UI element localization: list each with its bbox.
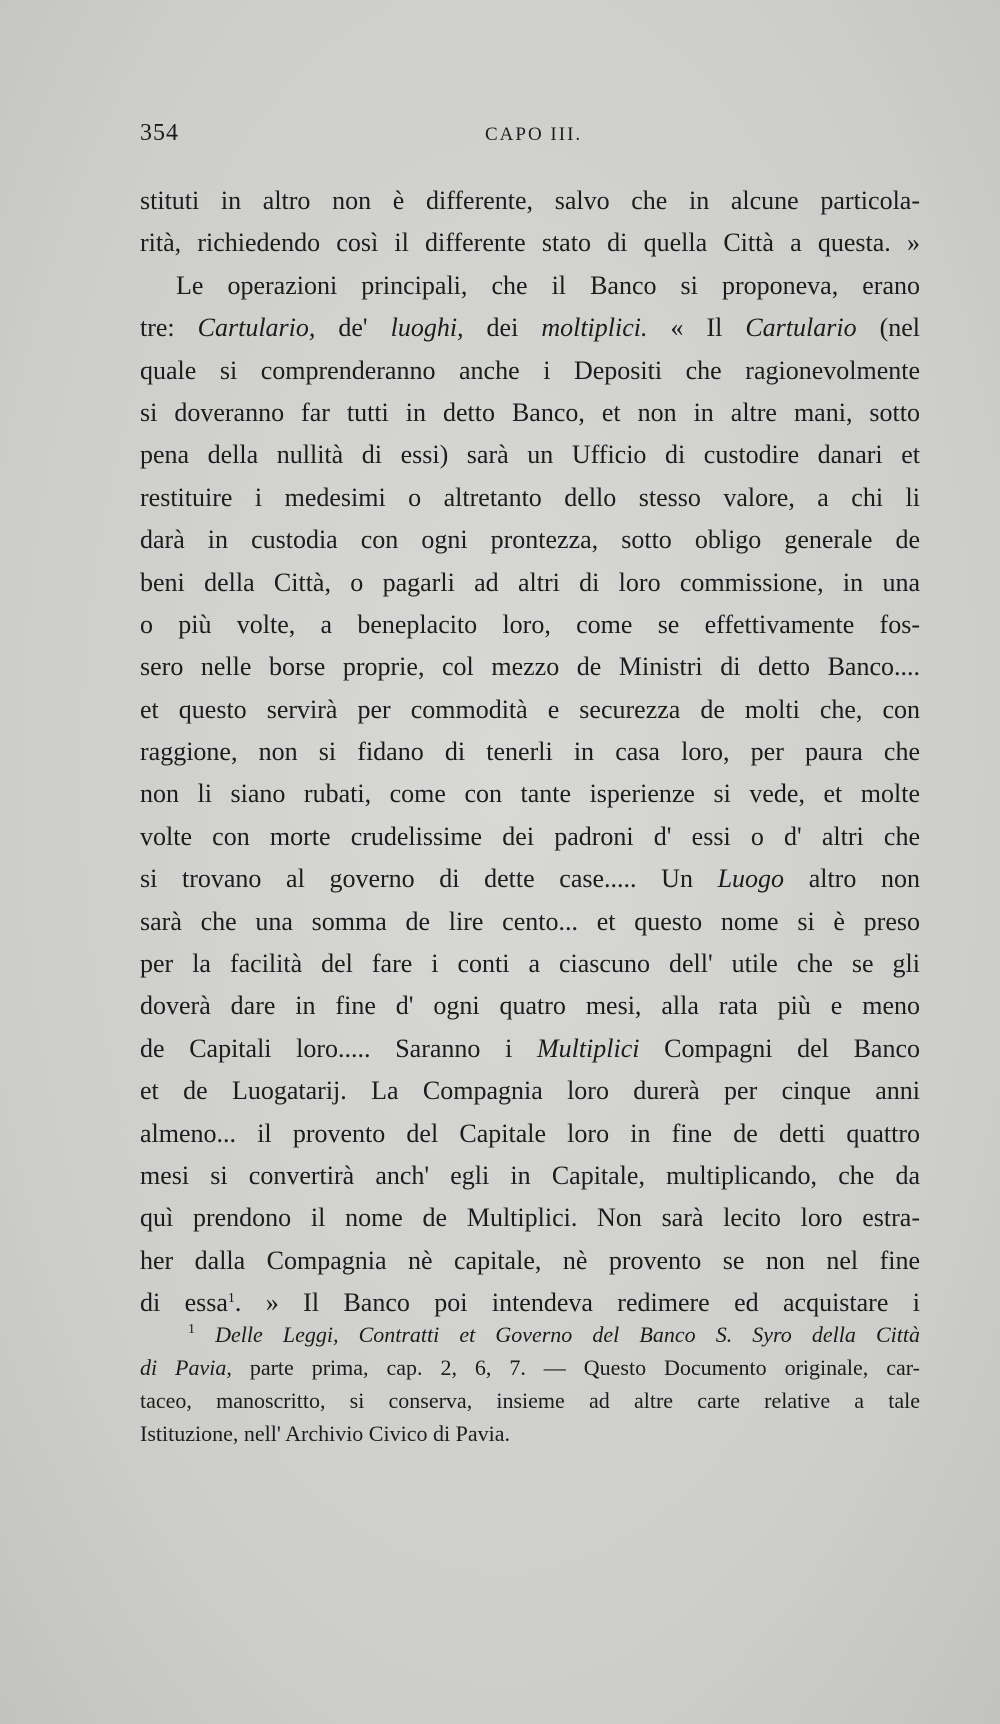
text-run: parte prima, cap. 2, 6, 7. — Questo Documento originale, car- <box>231 1355 920 1380</box>
text-run: non li siano rubati, come con tante isperienze si vede, et molte <box>140 779 920 809</box>
text-run: almeno... il provento del Capitale loro in fine de detti quattro <box>140 1118 920 1148</box>
page-number: 354 <box>140 120 179 146</box>
text-run: et questo servirà per commodità e securezza de molti che, con <box>140 694 920 724</box>
text-line <box>140 392 920 434</box>
text-line <box>140 180 920 222</box>
text-line <box>140 562 920 604</box>
text-line <box>140 1155 920 1197</box>
footnote-line <box>140 1351 920 1384</box>
text-line <box>140 307 920 349</box>
text-run: quì prendono il nome de Multiplici. Non sarà lecito loro estra- <box>140 1203 920 1233</box>
footnotes <box>140 1318 920 1450</box>
text-run: quale si comprenderanno anche i Depositi che ragionevolmente <box>140 355 920 385</box>
text-run: volte con morte crudelissime dei padroni d' essi o d' altri che <box>140 821 920 851</box>
page-header <box>140 120 920 160</box>
text-line <box>140 604 920 646</box>
text-run: altro non <box>784 864 920 894</box>
text-line <box>140 350 920 392</box>
text-line <box>140 858 920 900</box>
text-run: sero nelle borse proprie, col mezzo de Ministri di detto Banco.... <box>140 652 920 682</box>
text-run: Istituzione, nell' Archivio Civico di Pavia. <box>140 1421 510 1446</box>
italic-text: Cartulario <box>745 313 857 343</box>
running-head: CAPO III. <box>485 124 583 145</box>
text-line <box>140 1113 920 1155</box>
text-line <box>140 434 920 476</box>
text-run: per la facilità del fare i conti a ciascuno dell' utile che se gli <box>140 949 920 979</box>
footnote-line <box>140 1417 920 1450</box>
text-run: rità, richiedendo così il differente stato di quella Città a questa. » <box>140 228 920 258</box>
text-run: si doveranno far tutti in detto Banco, et non in altre mani, sotto <box>140 397 920 427</box>
text-run: beni della Città, o pagarli ad altri di loro commissione, in una <box>140 567 920 597</box>
text-run: « Il <box>647 313 746 343</box>
text-line <box>140 222 920 264</box>
footnote-marker: 1 <box>188 1322 195 1337</box>
text-line <box>140 477 920 519</box>
text-run: di essa <box>140 1288 228 1318</box>
text-line <box>140 1197 920 1239</box>
text-run: her dalla Compagnia nè capitale, nè provento se non nel fine <box>140 1245 920 1275</box>
text-line <box>140 943 920 985</box>
text-run <box>195 1322 215 1347</box>
text-line <box>140 265 920 307</box>
text-run: mesi si convertirà anch' egli in Capitale, multiplicando, che da <box>140 1160 920 1190</box>
italic-text: Cartulario, <box>197 313 316 343</box>
text-run: restituire i medesimi o altretanto dello stesso valore, a chi li <box>140 482 920 512</box>
text-line <box>140 1028 920 1070</box>
footnote-marker: 1 <box>227 1291 235 1307</box>
text-run: si trovano al governo di dette case..... Un <box>140 864 718 894</box>
italic-text: moltiplici. <box>541 313 648 343</box>
text-line <box>140 646 920 688</box>
text-run: o più volte, a beneplacito loro, come se effettivamente fos- <box>140 609 920 639</box>
italic-text: di Pavia, <box>140 1355 232 1380</box>
text-run: Le operazioni principali, che il Banco si proponeva, erano <box>176 270 920 300</box>
text-run: Compagni del Banco <box>639 1033 920 1063</box>
text-run: . » Il Banco poi intendeva redimere ed acquistare i <box>234 1288 920 1318</box>
text-run: pena della nullità di essi) sarà un Ufficio di custodire danari et <box>140 440 920 470</box>
footnote-line <box>140 1318 920 1351</box>
text-line <box>140 1070 920 1112</box>
text-run: sarà che una somma de lire cento... et questo nome si è preso <box>140 906 920 936</box>
text-run: de Capitali loro..... Saranno i <box>140 1033 537 1063</box>
text-line <box>140 901 920 943</box>
text-line <box>140 773 920 815</box>
italic-text: Luogo <box>717 864 785 894</box>
text-run: (nel <box>856 313 921 343</box>
text-run: taceo, manoscritto, si conserva, insieme ad altre carte relative a tale <box>140 1388 920 1413</box>
text-line <box>140 985 920 1027</box>
text-run: de' <box>315 313 391 343</box>
text-line <box>140 816 920 858</box>
italic-text: Multiplici <box>536 1033 640 1063</box>
italic-text: luoghi, <box>390 313 464 343</box>
text-line <box>140 731 920 773</box>
text-run: et de Luogatarij. La Compagnia loro durerà per cinque anni <box>140 1076 920 1106</box>
text-run: darà in custodia con ogni prontezza, sotto obligo generale de <box>140 525 920 555</box>
text-run: doverà dare in fine d' ogni quatro mesi, alla rata più e meno <box>140 991 920 1021</box>
body-text <box>140 180 920 1325</box>
text-line <box>140 689 920 731</box>
text-run: dei <box>463 313 542 343</box>
text-line <box>140 519 920 561</box>
text-run: tre: <box>140 313 198 343</box>
text-run: raggione, non si fidano di tenerli in casa loro, per paura che <box>140 737 920 767</box>
text-line <box>140 1240 920 1282</box>
text-run: stituti in altro non è differente, salvo che in alcune particola- <box>140 186 920 215</box>
footnote-line <box>140 1384 920 1417</box>
italic-text: Delle Leggi, Contratti et Governo del Banco S. Syro della Città <box>215 1322 921 1347</box>
